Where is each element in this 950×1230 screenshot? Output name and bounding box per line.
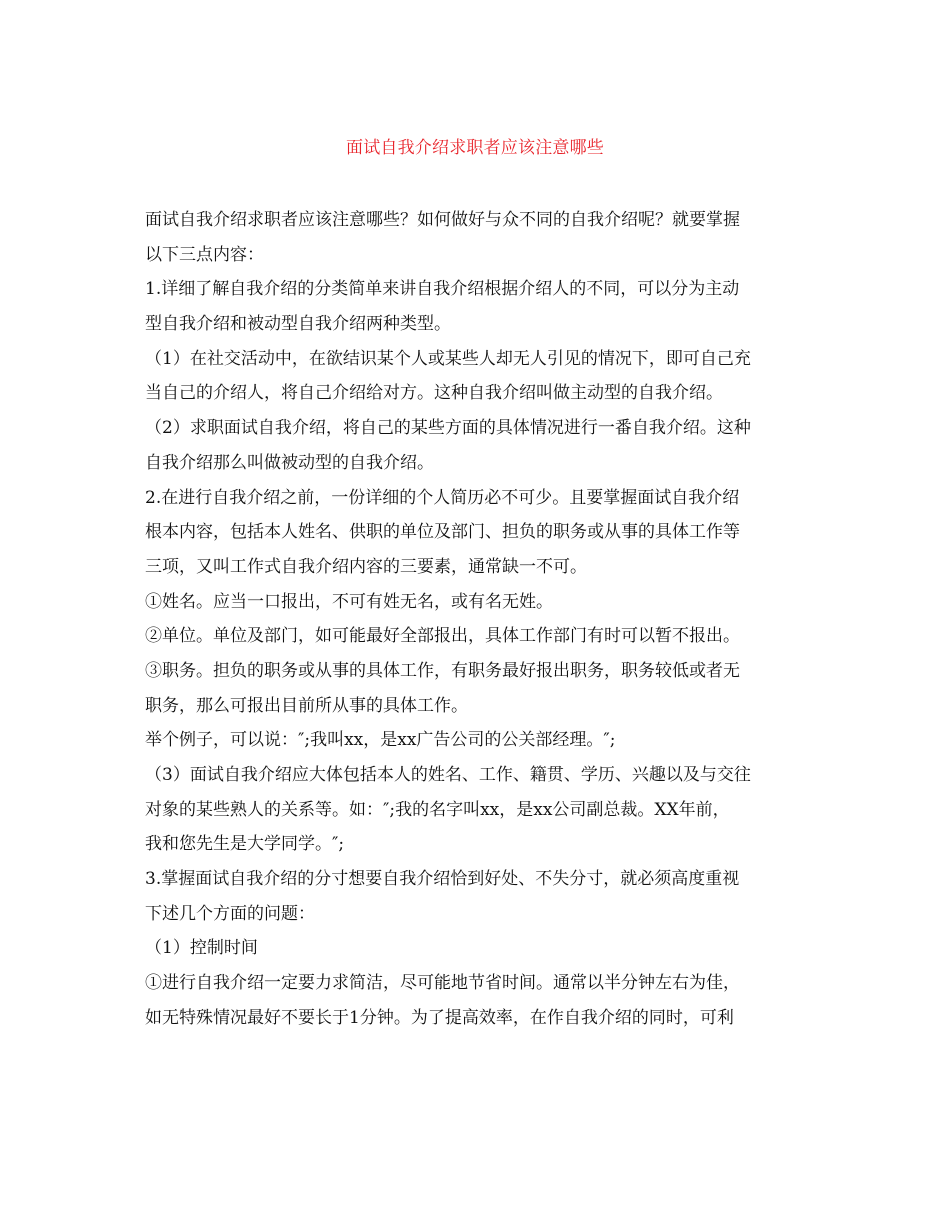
body-line: 型自我介绍和被动型自我介绍两种类型。 [145,314,451,335]
body-line: （2）求职面试自我介绍，将自己的某些方面的具体情况进行一番自我介绍。这种 [145,418,751,439]
body-line: 职务，那么可报出目前所从事的具体工作。 [145,695,468,716]
body-line: 1.详细了解自我介绍的分类简单来讲自我介绍根据介绍人的不同，可以分为主动 [145,279,740,300]
body-line: 如无特殊情况最好不要长于1分钟。为了提高效率，在作自我介绍的同时，可利 [145,1007,734,1028]
body-line: ①进行自我介绍一定要力求简洁，尽可能地节省时间。通常以半分钟左右为佳， [145,973,740,994]
body-line: 举个例子，可以说：″;我叫xx，是xx广告公司的公关部经理。″; [145,730,616,751]
body-line: ②单位。单位及部门，如可能最好全部报出，具体工作部门有时可以暂不报出。 [145,626,740,647]
body-line: 3.掌握面试自我介绍的分寸想要自我介绍恰到好处、不失分寸，就必须高度重视 [145,869,740,890]
body-line: （3）面试自我介绍应大体包括本人的姓名、工作、籍贯、学历、兴趣以及与交往 [145,765,751,785]
body-line: 三项，又叫工作式自我介绍内容的三要素，通常缺一不可。 [145,556,587,577]
document-body [145,203,805,1036]
body-line: （1）在社交活动中，在欲结识某个人或某些人却无人引见的情况下，即可自己充 [145,348,751,369]
body-line: 2.在进行自我介绍之前，一份详细的个人简历必不可少。且要掌握面试自我介绍 [145,487,740,508]
body-line: 下述几个方面的问题： [145,903,315,924]
body-line: （1）控制时间 [145,938,258,959]
body-line: 当自己的介绍人，将自己介绍给对方。这种自我介绍叫做主动型的自我介绍。 [145,383,723,404]
document-title: 面试自我介绍求职者应该注意哪些 [346,138,604,158]
body-line: 对象的某些熟人的关系等。如：″;我的名字叫xx，是xx公司副总裁。XX年前， [145,799,730,820]
body-line: 以下三点内容： [145,244,264,265]
body-line: 根本内容，包括本人姓名、供职的单位及部门、担负的职务或从事的具体工作等 [145,522,740,543]
body-line: 我和您先生是大学同学。″; [145,834,345,855]
body-line: 面试自我介绍求职者应该注意哪些？如何做好与众不同的自我介绍呢？就要掌握 [145,210,740,230]
body-line: 自我介绍那么叫做被动型的自我介绍。 [145,452,434,473]
body-line: ③职务。担负的职务或从事的具体工作，有职务最好报出职务，职务较低或者无 [145,660,740,681]
body-line: ①姓名。应当一口报出，不可有姓无名，或有名无姓。 [145,591,553,612]
